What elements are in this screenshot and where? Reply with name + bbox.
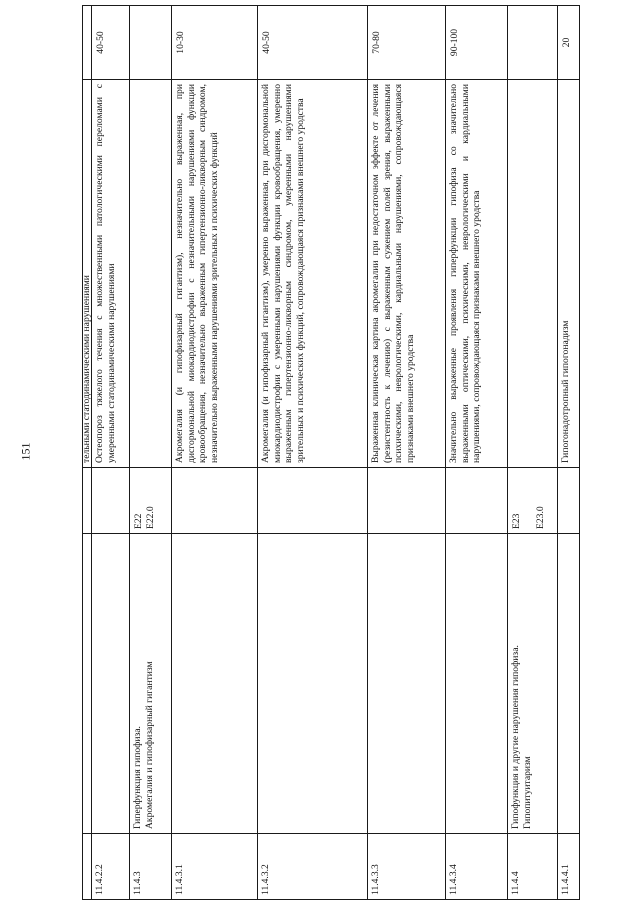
- criteria-description: Гипогонадотропный гипогонадизм: [558, 80, 580, 468]
- page-number: 151: [18, 442, 33, 461]
- impairment-percent: 70-80: [368, 6, 446, 80]
- disability-criteria-table: [82, 5, 580, 900]
- impairment-percent: 40-50: [258, 6, 368, 80]
- table-row: [446, 6, 508, 900]
- impairment-percent: [130, 6, 172, 80]
- row-number: 11.4.4.1: [558, 834, 580, 900]
- icd-code: [130, 468, 172, 534]
- disease-name-line: Гиперфункция гипофиза.: [132, 726, 143, 829]
- rotated-sheet: [82, 6, 580, 900]
- criteria-description: Остеопороз тяжелого течения с множественными патологическими переломами с умеренными статодинамическими нарушениями: [92, 80, 130, 468]
- criteria-description: [508, 80, 558, 468]
- criteria-description: Значительно выраженные проявления гиперфункции гипофиза со значительно выраженными оптическими, психическими, неврологическими и кардиальными нарушениями, сопровождающаяся признаками внешнего уродства: [446, 80, 508, 468]
- row-number: 11.4.3.2: [258, 834, 368, 900]
- table-row: [92, 6, 130, 900]
- impairment-percent: 90-100: [446, 6, 508, 80]
- row-number: 11.4.4: [508, 834, 558, 900]
- impairment-percent: 10-30: [172, 6, 258, 80]
- criteria-description: тельными статодинамическими нарушениями: [83, 80, 92, 468]
- table-row: [172, 6, 258, 900]
- disease-name: [558, 534, 580, 834]
- disease-name: [368, 534, 446, 834]
- icd-code-line: E22: [133, 513, 144, 529]
- impairment-percent: 20: [558, 6, 580, 80]
- icd-code-line: E22.0: [144, 506, 156, 529]
- icd-code: [172, 468, 258, 534]
- icd-code: [558, 468, 580, 534]
- row-number: 11.4.3.4: [446, 834, 508, 900]
- icd-code: [508, 468, 558, 534]
- impairment-percent: 40-50: [92, 6, 130, 80]
- row-number: 11.4.3: [130, 834, 172, 900]
- disease-name: [446, 534, 508, 834]
- row-number: 11.4.2.2: [92, 834, 130, 900]
- table-row: [558, 6, 580, 900]
- row-number: [83, 834, 92, 900]
- impairment-percent: [508, 6, 558, 80]
- table-row: [130, 6, 172, 900]
- table-row: [258, 6, 368, 900]
- row-number: 11.4.3.1: [172, 834, 258, 900]
- table-row: [83, 6, 92, 900]
- criteria-description: [130, 80, 172, 468]
- impairment-percent: [83, 6, 92, 80]
- criteria-description: Акромегалия (и гипофизарный гигантизм), умеренно выраженная, при дисгормональной миокардиодистрофии с умеренными нарушениями функции кровообращения, умеренно выраженным гипертензионно-ликворным синдромом, умеренными нарушениями зрительных и психических функций, сопровождающаяся признаками внешнего уродства: [258, 80, 368, 468]
- icd-code-line: E23: [511, 513, 522, 529]
- table-row: [508, 6, 558, 900]
- criteria-description: Акромегалия (и гипофизарный гигантизм), незначительно выраженная, при дисгормональной миокардиодистрофии с незначительными нарушениями функции кровообращения, незначительно выраженным гипертензионно-ликворным синдромом, незначительно выраженными нарушениями зрительных и психических функций: [172, 80, 258, 468]
- criteria-description: Выраженная клиническая картина акромегалии при недостаточном эффекте от лечения (резистентность к лечению) с выраженным сужением полей зрения, выраженными психическими, неврологическими, кардиальными нарушениями, сопровождающаяся признаками внешнего уродства: [368, 80, 446, 468]
- disease-name-line: Акромегалия и гипофизарный гигантизм: [143, 661, 155, 829]
- icd-code: [83, 468, 92, 534]
- disease-name: [83, 534, 92, 834]
- icd-code: [258, 468, 368, 534]
- icd-code: [92, 468, 130, 534]
- icd-code: [446, 468, 508, 534]
- icd-code-line: E23.0: [534, 506, 546, 529]
- disease-name: [172, 534, 258, 834]
- row-number: 11.4.3.3: [368, 834, 446, 900]
- disease-name: [92, 534, 130, 834]
- icd-code: [368, 468, 446, 534]
- disease-name: [130, 534, 172, 834]
- table-viewport: [82, 6, 580, 900]
- table-row: [368, 6, 446, 900]
- disease-name: [258, 534, 368, 834]
- disease-name-line: Гипофункция и другие нарушения гипофиза.: [510, 645, 521, 829]
- disease-name: [508, 534, 558, 834]
- disease-name-line: Гипопитуитаризм: [521, 756, 533, 829]
